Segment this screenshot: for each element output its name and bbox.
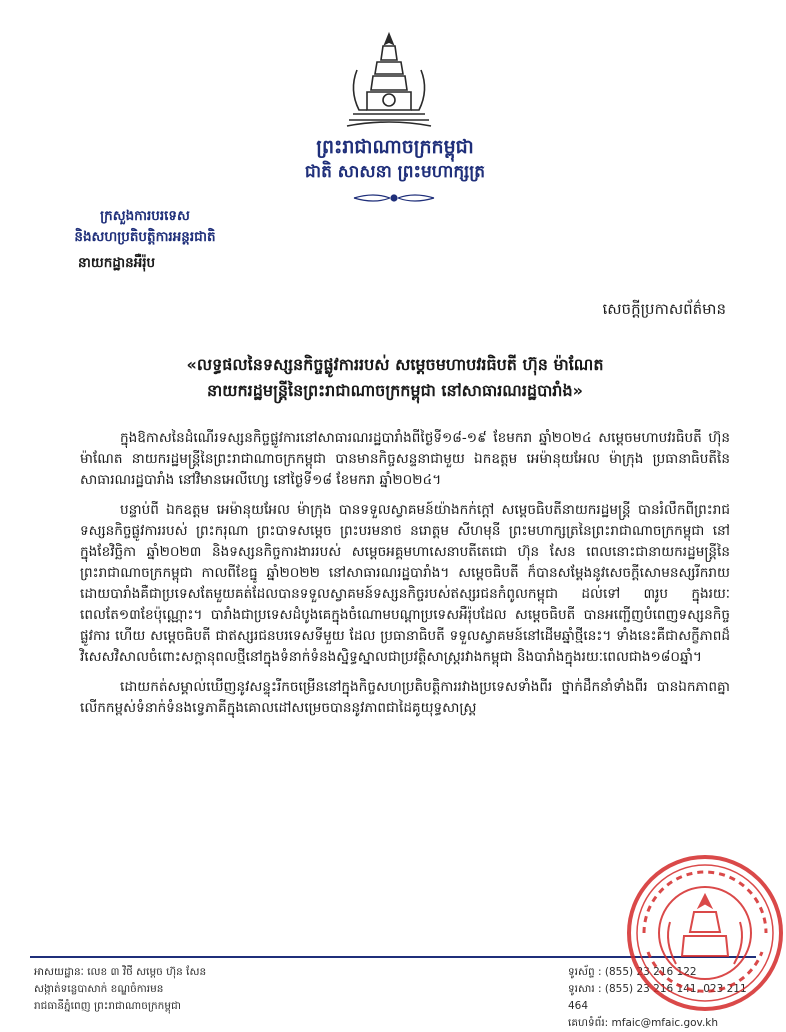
ornament-divider-icon [344,190,444,204]
phone-number: ទូរស័ព្ទ : (855) 23 216 122 [568,966,697,978]
title-line-1: «លទ្ធផលនៃទស្សនកិច្ចផ្លូវការរបស់ សម្តេចមហាបវរធិបតី ហ៊ុន ម៉ាណែត [186,355,604,374]
paragraph: ក្នុងឱកាសនៃដំណើរទស្សនកិច្ចផ្លូវការនៅសាធារណរដ្ឋបារាំងពីថ្ងៃទី១៨-១៩ ខែមករា ឆ្នាំ២០២៤ សម្តេចមហាបវរធិបតី ហ៊ុន ម៉ាណែត នាយករដ្ឋមន្ត្រីនៃព្រះរាជាណាចក្រកម្ពុជា បានមានកិច្ចសន្ទនាជាមួយ ឯកឧត្តម អេម៉ានុយអែល ម៉ាក្រុង ប្រធានាធិបតីនៃសាធារណរដ្ឋបារាំង នៅវិមានអេលីហ្សេ នៅថ្ងៃទី១៨ ខែមករា ឆ្នាំ២០២៤។ [80,430,730,488]
paragraph: ដោយកត់សម្គាល់ឃើញនូវសន្ទុះរីកចម្រើននៅក្នុងកិច្ចសហប្រតិបត្តិការរវាងប្រទេសទាំងពីរ ថ្នាក់ដឹកនាំទាំងពីរ បានឯកភាពគ្នាលើកកម្ពស់ទំនាក់ទំនងទ្វេភាគីក្នុងគោលដៅសម្រេចបាននូវភាពជាដៃគូយុទ្ធសាស្ត្រ [80,679,730,716]
fax-number: ទូរសារ : (855) 23 216 141, 023 211 464 [568,983,747,1012]
ministry-name [30,206,260,248]
kingdom-header [250,134,540,184]
document-type-label: សេចក្ដីប្រកាសព័ត៌មាន [602,300,726,318]
official-seal-icon [624,852,786,1014]
footer-address [34,964,454,1015]
ministry-line-1: ក្រសួងការបរទេស [100,208,190,224]
department-name: នាយកដ្ឋានអឺរ៉ុប [78,255,156,271]
document-title [60,352,730,404]
address-line-1: អាសយដ្ឋានៈ លេខ ៣ វិថី សម្ដេច ហ៊ុន សែន [34,966,207,978]
paragraph: បន្ទាប់ពី ឯកឧត្តម អេម៉ានុយអែល ម៉ាក្រុង បានទទួលស្វាគមន៍យ៉ាងកក់ក្តៅ សម្តេចធិបតីនាយករដ្ឋមន្ត្រី បានរំលឹកពីព្រះរាជទស្សនកិច្ចផ្លូវការរបស់ ព្រះករុណា ព្រះបាទសម្តេច ព្រះបរមនាថ នរោត្តម សីហមុនី ព្រះមហាក្សត្រនៃព្រះរាជាណាចក្រកម្ពុជា នៅក្នុងខែវិច្ឆិកា ឆ្នាំ២០២៣ និងទស្សនកិច្ចការងាររបស់ សម្តេចអគ្គមហាសេនាបតីតេជោ ហ៊ុន សែន ពេលនោះជានាយករដ្ឋមន្ត្រីនៃព្រះរាជាណាចក្រកម្ពុជា កាលពីខែធ្នូ ឆ្នាំ២០២២ នៅសាធារណរដ្ឋបារាំង។ សម្តេចធិបតី ក៏បានសម្តែងនូវសេចក្តីសោមនស្សរីករាយ ដោយបារាំងគឺជាប្រទេសតែមួយគត់ដែលបានទទួលស្វាគមន៍ទស្សនកិច្ចរបស់ឥស្សរជនកំពូលកម្ពុជា ដល់ទៅ ៣រូប ក្នុងរយៈពេលតែ១៣ខែប៉ុណ្ណោះ។ បារាំងជាប្រទេសដំបូងគេក្នុងចំណោមបណ្តាប្រទេសអឺរ៉ុបដែល សម្តេចធិបតី បានអញ្ជើញបំពេញទស្សនកិច្ចផ្លូវការ ហើយ សម្តេចធិបតី ជាឥស្សរជនបរទេសទីមួយ ដែល ប្រធានាធិបតី ទទួលស្វាគមន៍នៅដើមឆ្នាំថ្មីនេះ។ ទាំងនេះគឺជាសក្ខីភាពដ៏វិសេសវិសាលចំពោះសក្តានុពលថ្មីនៅក្នុងទំនាក់ទំនងស្និទ្ធស្នាលជាប្រវត្តិសាស្ត្ររវាងកម្ពុជា និងបារាំងក្នុងរយៈពេលជាង១៨០ឆ្នាំ។ [80,502,730,665]
royal-emblem-icon [337,30,441,130]
national-motto: ជាតិ សាសនា ព្រះមហាក្សត្រ [304,162,486,182]
title-line-2: នាយករដ្ឋមន្ត្រីនៃព្រះរាជាណាចក្រកម្ពុជា នៅសាធារណរដ្ឋបារាំង» [207,381,583,400]
email-address: គេហទំព័រ: mfaic@mfaic.gov.kh [568,1017,719,1029]
address-line-3: រាជធានីភ្នំពេញ ព្រះរាជាណាចក្រកម្ពុជា [34,1000,181,1012]
document-body [80,428,730,728]
kingdom-name: ព្រះរាជាណាចក្រកម្ពុជា [316,136,474,158]
address-line-2: សង្កាត់ទន្លេបាសាក់ ខណ្ឌចំការមន [34,983,164,995]
ministry-line-2: និងសហប្រតិបត្តិការអន្តរជាតិ [74,229,216,245]
